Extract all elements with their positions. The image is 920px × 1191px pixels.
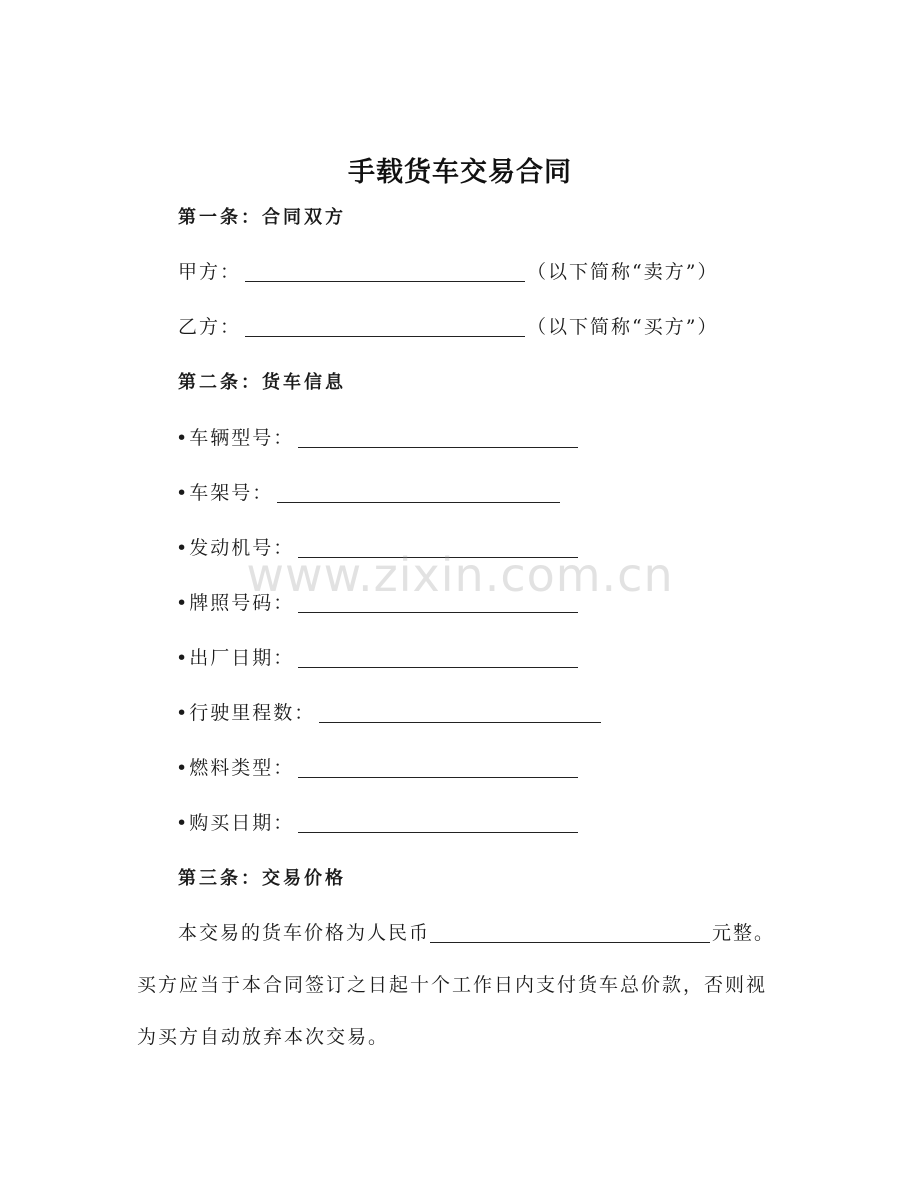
price-paragraph — [137, 907, 777, 1063]
party-b-row — [178, 310, 718, 344]
bullet: • — [176, 812, 188, 834]
price-suffix: 元整。 — [712, 922, 776, 944]
bullet: • — [176, 702, 188, 724]
vehicle-model-label: 车辆型号： — [189, 427, 295, 449]
engine-number-row — [176, 531, 580, 565]
party-a-blank[interactable] — [245, 259, 525, 282]
vehicle-model-blank[interactable] — [298, 425, 578, 448]
bullet: • — [176, 427, 188, 449]
forfeit-line: 为买方自动放弃本次交易。 — [137, 1026, 390, 1048]
manufacture-date-blank[interactable] — [298, 645, 578, 668]
fuel-type-label: 燃料类型： — [189, 757, 295, 779]
bullet: • — [176, 537, 188, 559]
section-2-heading: 第二条：货车信息 — [178, 372, 346, 393]
party-b-label: 乙方： — [178, 316, 242, 338]
manufacture-date-row — [176, 641, 580, 675]
plate-number-blank[interactable] — [298, 590, 578, 613]
price-blank[interactable] — [430, 920, 710, 943]
bullet: • — [176, 482, 188, 504]
bullet: • — [176, 592, 188, 614]
document-title: 手载货车交易合同 — [348, 157, 572, 188]
mileage-label: 行驶里程数： — [189, 702, 316, 724]
mileage-blank[interactable] — [319, 700, 601, 723]
price-prefix: 本交易的货车价格为人民币 — [178, 922, 431, 944]
engine-number-label: 发动机号： — [189, 537, 295, 559]
plate-number-label: 牌照号码： — [189, 592, 295, 614]
engine-number-blank[interactable] — [298, 535, 578, 558]
section-3-heading: 第三条：交易价格 — [178, 868, 346, 889]
party-a-note: （以下简称“卖方”） — [527, 261, 719, 283]
fuel-type-row — [176, 751, 580, 785]
watermark: www.zixin.com.cn — [246, 548, 674, 602]
manufacture-date-label: 出厂日期： — [189, 647, 295, 669]
bullet: • — [176, 757, 188, 779]
party-a-row — [178, 255, 718, 289]
bullet: • — [176, 647, 188, 669]
mileage-row — [176, 696, 603, 730]
party-b-note: （以下简称“买方”） — [527, 316, 719, 338]
plate-number-row — [176, 586, 580, 620]
purchase-date-blank[interactable] — [298, 810, 578, 833]
fuel-type-blank[interactable] — [298, 755, 578, 778]
party-b-blank[interactable] — [245, 314, 525, 337]
payment-terms-line: 买方应当于本合同签订之日起十个工作日内支付货车总价款，否则视 — [137, 974, 768, 996]
vehicle-model-row — [176, 421, 580, 455]
chassis-number-blank[interactable] — [277, 480, 560, 503]
price-line — [137, 907, 777, 959]
chassis-number-label: 车架号： — [189, 482, 274, 504]
party-a-label: 甲方： — [178, 261, 242, 283]
purchase-date-row — [176, 806, 580, 840]
chassis-number-row — [176, 476, 562, 510]
purchase-date-label: 购买日期： — [189, 812, 295, 834]
section-1-heading: 第一条：合同双方 — [178, 207, 346, 228]
